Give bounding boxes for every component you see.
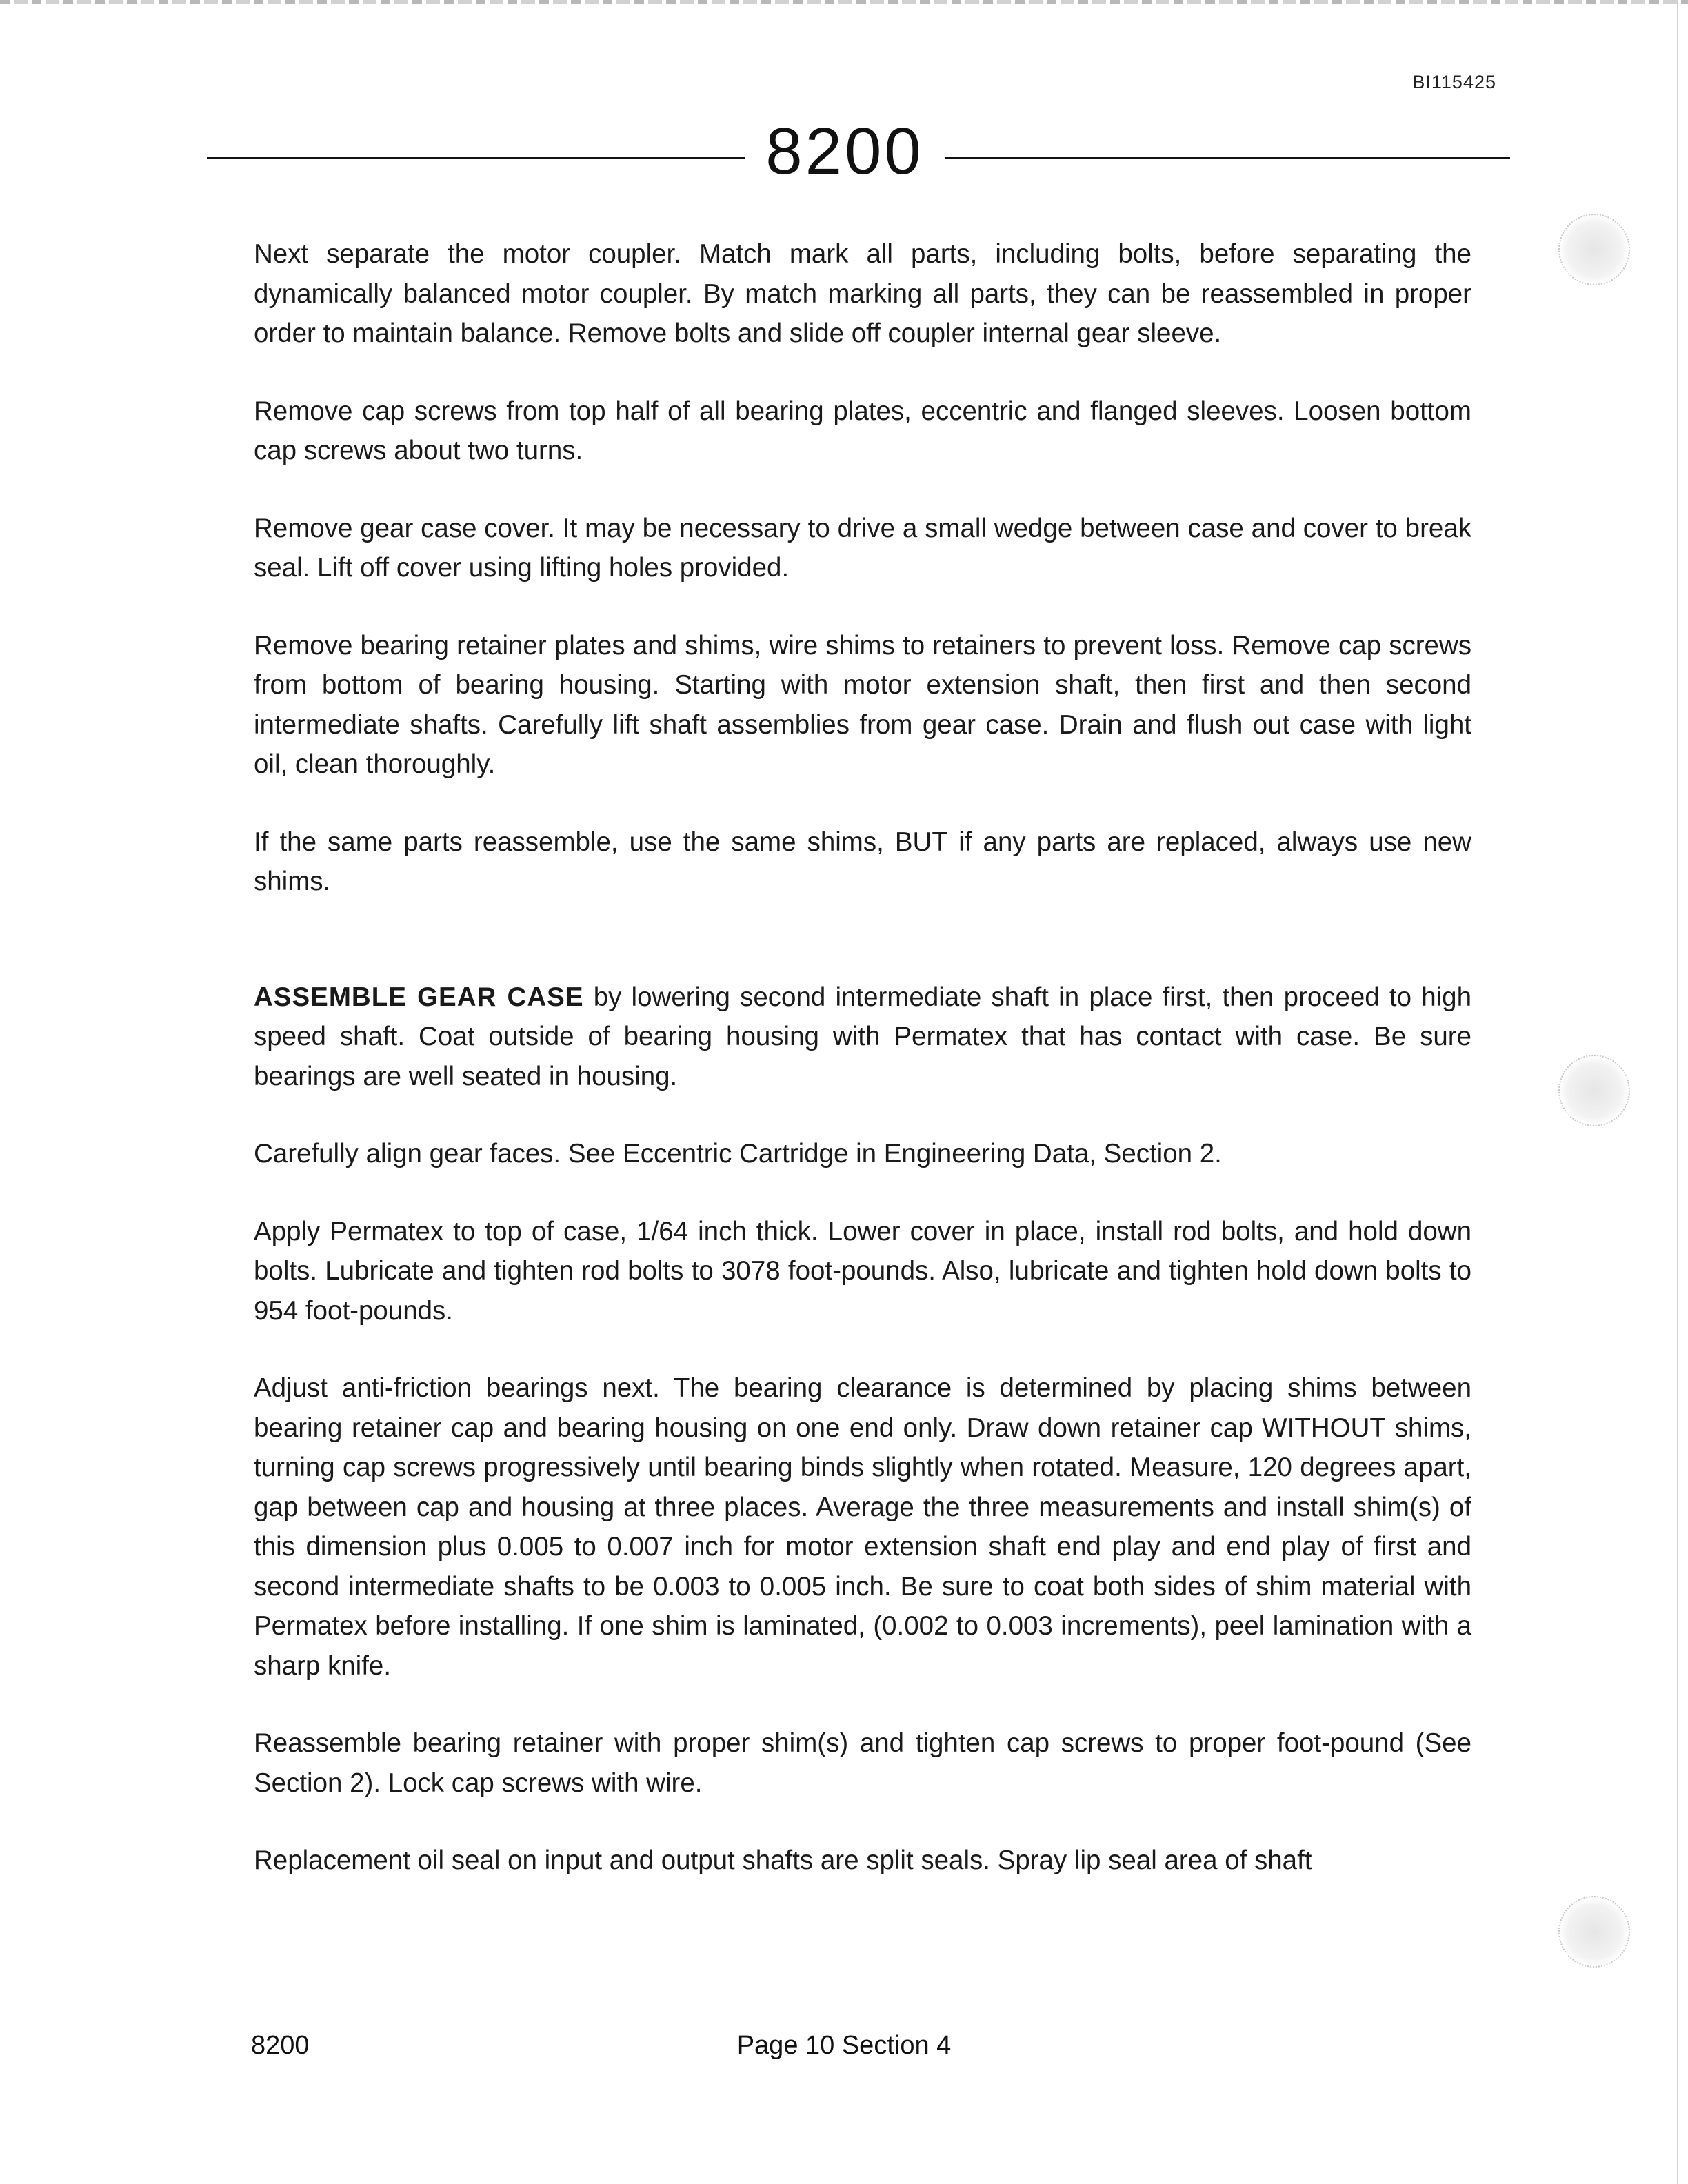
footer-page-number: Page 10 Section 4: [736, 2031, 952, 2060]
paragraph-text: Carefully align gear faces. See Eccentric Cartridge in Engineering Data, Section 2.: [254, 1139, 1222, 1169]
paragraph-text: Next separate the motor coupler. Match mark all parts, including bolts, before separating the dynamically balanced motor coupler. By match marking all parts, they can be reassembled in proper order to maintain balance. Remove bolts and slide off coupler internal gear sleeve.: [254, 239, 1471, 348]
scan-right-edge: [1677, 0, 1678, 2184]
page-title: 8200: [765, 114, 924, 188]
page-header: [207, 110, 1510, 193]
paragraph-remove-cover: [254, 509, 1471, 588]
binder-hole-top: [1558, 214, 1630, 285]
paragraph-lead: ASSEMBLE GEAR CASE: [254, 982, 584, 1012]
paragraph-text: Remove bearing retainer plates and shims, wire shims to retainers to prevent loss. Remove cap screws from bottom of bearing housing. Starting with motor extension shaft, then first and then second intermediate shafts. Carefully lift shaft assemblies from gear case. Drain and flush out case with light oil, clean thoroughly.: [254, 630, 1471, 779]
paragraph-oil-seal: [254, 1841, 1471, 1881]
paragraph-adjust-bearings: [254, 1368, 1471, 1686]
body-text: [254, 234, 1471, 1881]
paragraph-text: by lowering second intermediate shaft in place first, then proceed to high speed shaft. Coat outside of bearing housing with Permatex that has contact with case. Be sure bearings are well seated in housing.: [254, 982, 1471, 1091]
paragraph-remove-cap-screws: [254, 392, 1471, 471]
scan-top-edge: [0, 0, 1688, 4]
footer-model-number: 8200: [251, 2031, 310, 2060]
binder-hole-bottom: [1558, 1896, 1630, 1968]
paragraph-align-gears: [254, 1134, 1471, 1174]
paragraph-text: If the same parts reassemble, use the same shims, BUT if any parts are replaced, always use new shims.: [254, 827, 1471, 896]
paragraph-text: Replacement oil seal on input and output shafts are split seals. Spray lip seal area of shaft: [254, 1846, 1312, 1875]
paragraph-apply-permatex: [254, 1212, 1471, 1331]
paragraph-shims-note: [254, 822, 1471, 902]
paragraph-assemble-gear-case: [254, 978, 1471, 1097]
paragraph-text: Reassemble bearing retainer with proper shim(s) and tighten cap screws to proper foot-pound (See Section 2). Lock cap screws with wire.: [254, 1728, 1471, 1798]
paragraph-text: Apply Permatex to top of case, 1/64 inch thick. Lower cover in place, install rod bolts, and hold down bolts. Lubricate and tighten rod bolts to 3078 foot-pounds. Also, lubricate and tighten hold down bolts to 954 foot-pounds.: [254, 1216, 1471, 1326]
paragraph-text: Remove cap screws from top half of all bearing plates, eccentric and flanged sleeves. Loosen bottom cap screws about two turns.: [254, 396, 1471, 465]
paragraph-separate-coupler: [254, 234, 1471, 354]
header-rule-right: [945, 157, 1510, 159]
binder-hole-middle: [1558, 1055, 1630, 1126]
paragraph-text: Remove gear case cover. It may be necessary to drive a small wedge between case and cover to break seal. Lift off cover using lifting holes provided.: [254, 513, 1471, 583]
paragraph-remove-retainer-plates: [254, 626, 1471, 785]
document-id: BI115425: [1412, 72, 1496, 92]
paragraph-reassemble-retainer: [254, 1723, 1471, 1803]
header-rule-left: [207, 157, 745, 159]
paragraph-text: Adjust anti-friction bearings next. The bearing clearance is determined by placing shims between bearing retainer cap and bearing housing on one end only. Draw down retainer cap WITHOUT shims, turning cap screws progressively until bearing binds slightly when rotated. Measure, 120 degrees apart, gap between cap and housing at three places. Average the three measurements and install shim(s) of this dimension plus 0.005 to 0.007 inch for motor extension shaft end play and end play of first and second intermediate shafts to be 0.003 to 0.005 inch. Be sure to coat both sides of shim material with Permatex before installing. If one shim is laminated, (0.002 to 0.003 increments), peel lamination with a sharp knife.: [254, 1373, 1471, 1681]
